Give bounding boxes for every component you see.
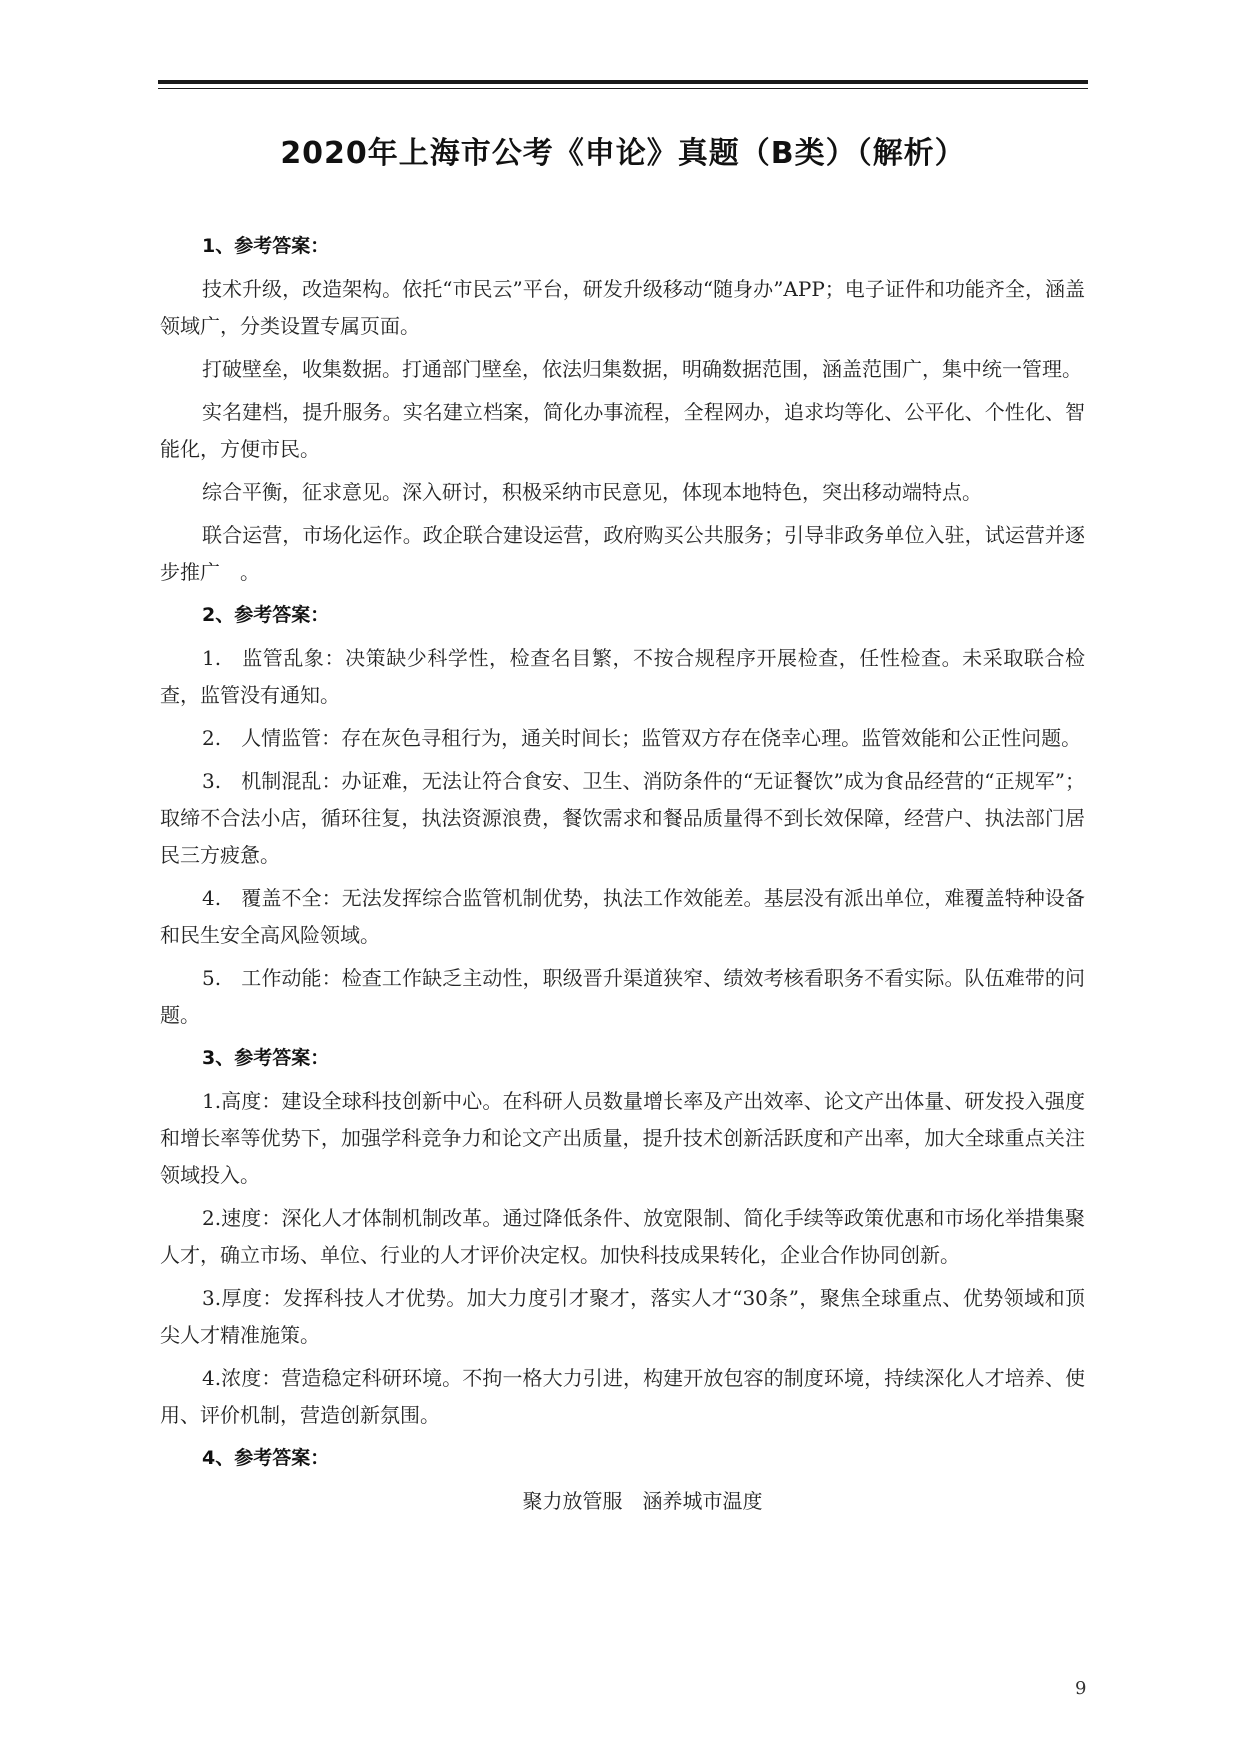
section-heading-1: 1、参考答案： [202, 235, 330, 257]
list-item: 4. 覆盖不全：无法发挥综合监管机制优势，执法工作效能差。基层没有派出单位，难覆盖特种设备和民生安全高风险领域。 [160, 886, 1085, 947]
paragraph: 联合运营，市场化运作。政企联合建设运营，政府购买公共服务；引导非政务单位入驻，试运营并逐步推广 。 [160, 523, 1085, 584]
page-number: 9 [1075, 1678, 1087, 1699]
list-item: 5. 工作动能：检查工作缺乏主动性，职级晋升渠道狭窄、绩效考核看职务不看实际。队伍难带的问题。 [160, 966, 1085, 1027]
document-title: 2020年上海市公考《申论》真题（B类）（解析） [280, 136, 966, 171]
list-item: 2.速度：深化人才体制机制改革。通过降低条件、放宽限制、简化手续等政策优惠和市场化举措集聚人才，确立市场、单位、行业的人才评价决定权。加快科技成果转化，企业合作协同创新。 [160, 1206, 1085, 1267]
paragraph: 综合平衡，征求意见。深入研讨，积极采纳市民意见，体现本地特色，突出移动端特点。 [202, 480, 982, 504]
list-item: 1.高度：建设全球科技创新中心。在科研人员数量增长率及产出效率、论文产出体量、研发投入强度和增长率等优势下，加强学科竞争力和论文产出质量，提升技术创新活跃度和产出率，加大全球重点关注领域投入。 [160, 1089, 1085, 1187]
paragraph: 实名建档，提升服务。实名建立档案，简化办事流程，全程网办，追求均等化、公平化、个性化、智能化，方便市民。 [160, 400, 1085, 461]
document-body [160, 228, 1085, 1520]
section-heading-3: 3、参考答案： [202, 1047, 330, 1069]
section-heading-2: 2、参考答案： [202, 604, 330, 626]
header-rule-thin [158, 88, 1088, 89]
section-heading-4: 4、参考答案： [202, 1447, 330, 1469]
essay-subtitle: 聚力放管服 涵养城市温度 [522, 1489, 763, 1513]
list-item: 2. 人情监管：存在灰色寻租行为，通关时间长；监管双方存在侥幸心理。监管效能和公正性问题。 [202, 726, 1082, 750]
list-item: 3. 机制混乱：办证难，无法让符合食安、卫生、消防条件的“无证餐饮”成为食品经营的“正规军”；取缔不合法小店，循环往复，执法资源浪费，餐饮需求和餐品质量得不到长效保障，经营户、执法部门居民三方疲惫。 [160, 769, 1085, 867]
list-item: 3.厚度：发挥科技人才优势。加大力度引才聚才，落实人才“30条”，聚焦全球重点、优势领域和顶尖人才精准施策。 [160, 1286, 1085, 1347]
paragraph: 打破壁垒，收集数据。打通部门壁垒，依法归集数据，明确数据范围，涵盖范围广，集中统一管理。 [202, 357, 1082, 381]
list-item: 4.浓度：营造稳定科研环境。不拘一格大力引进，构建开放包容的制度环境，持续深化人才培养、使用、评价机制，营造创新氛围。 [160, 1366, 1085, 1427]
list-item: 1. 监管乱象：决策缺少科学性，检查名目繁，不按合规程序开展检查，任性检查。未采取联合检查，监管没有通知。 [160, 646, 1085, 707]
paragraph: 技术升级，改造架构。依托“市民云”平台，研发升级移动“随身办”APP；电子证件和功能齐全，涵盖领域广，分类设置专属页面。 [160, 277, 1085, 338]
header-rule [158, 80, 1088, 84]
